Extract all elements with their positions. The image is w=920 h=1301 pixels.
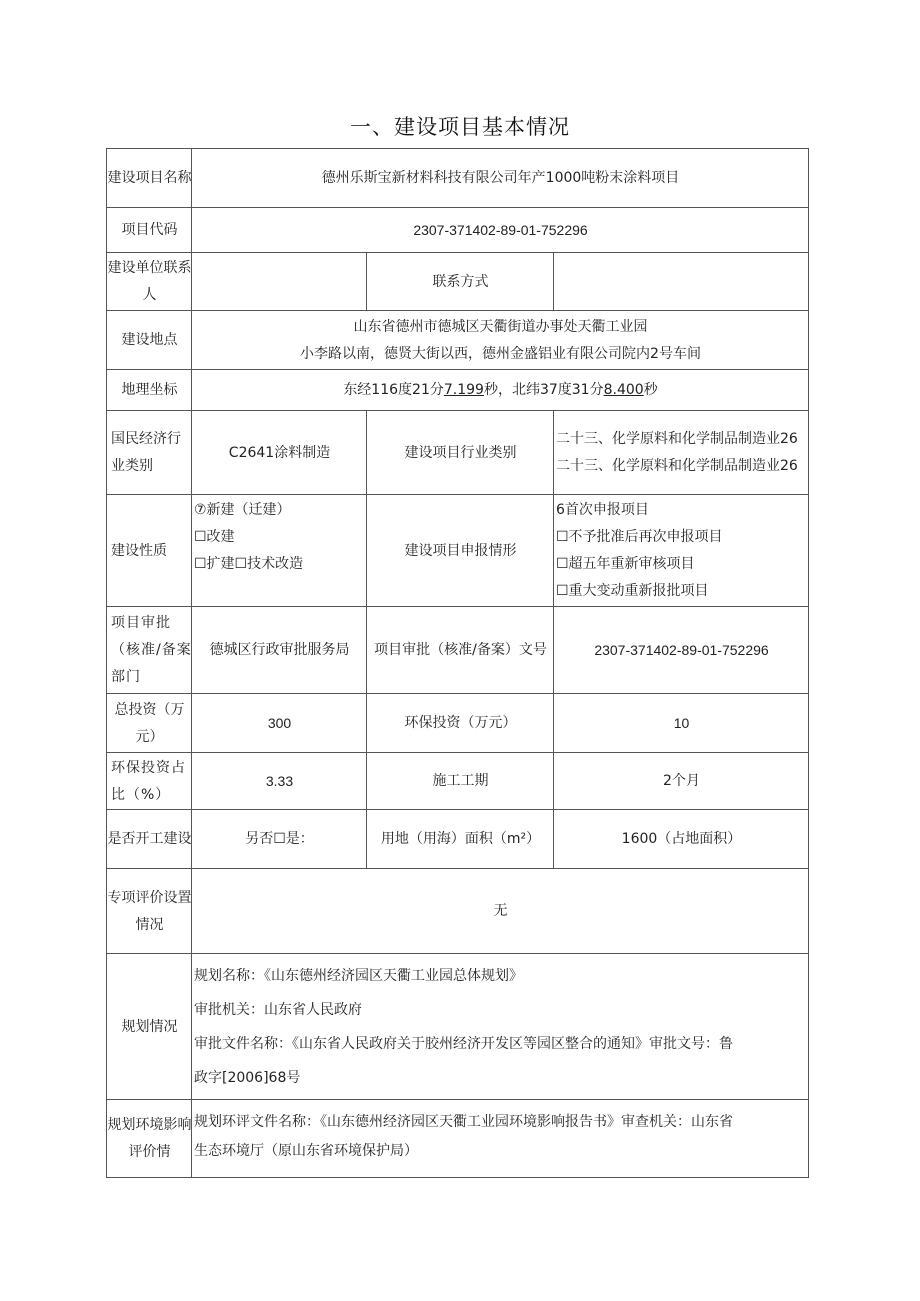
planning-line-3: 审批文件名称：《山东省人民政府关于胶州经济开发区等园区整合的通知》审批文号：鲁 bbox=[194, 1036, 733, 1052]
coordinates-part-1: 东经116度21分 bbox=[343, 382, 444, 398]
location-value-cell bbox=[191, 310, 809, 370]
nature-label: 建设性质 bbox=[111, 542, 167, 559]
location-line-1: 山东省德州市德城区天衢街道办事处天衢工业园 bbox=[353, 318, 648, 335]
industry-category-value-cell bbox=[553, 410, 809, 495]
planning-eia-line-2: 生态环境厅（原山东省环境保护局） bbox=[194, 1143, 418, 1159]
approval-doc-value-cell bbox=[553, 606, 809, 694]
table-border-bottom bbox=[106, 1177, 809, 1178]
contact-method-label: 联系方式 bbox=[432, 273, 489, 290]
coordinates-part-3: 秒 bbox=[643, 382, 658, 398]
approval-label: 项目审批（核准/备案部门 bbox=[111, 615, 192, 685]
location-line-2: 小李路以南，德贤大街以西，德州金盛铝业有限公司院内2号车间 bbox=[300, 345, 701, 362]
location-label: 建设地点 bbox=[121, 332, 178, 348]
approval-label-cell bbox=[106, 606, 192, 694]
approval-doc-value: 2307-371402-89-01-752296 bbox=[594, 642, 769, 658]
coordinates-value-cell bbox=[191, 369, 809, 411]
industry-value-cell bbox=[191, 410, 367, 495]
investment-label-cell bbox=[106, 693, 192, 753]
industry-value: C2641涂料制造 bbox=[228, 444, 331, 461]
project-name-value-cell bbox=[191, 148, 809, 208]
ratio-value: 3.33 bbox=[265, 773, 294, 789]
report-option-major-change[interactable]: ☐重大变动重新报批项目 bbox=[556, 583, 709, 599]
coordinates-seconds-2: 8.400 bbox=[603, 382, 644, 398]
report-label: 建设项目申报情形 bbox=[404, 542, 517, 559]
report-option-first[interactable]: 6首次申报项目 bbox=[556, 502, 649, 518]
planning-eia-line-1: 规划环评文件名称：《山东德州经济园区天衢工业园环境影响报告书》审查机关：山东省 bbox=[194, 1114, 733, 1130]
project-code-label-cell bbox=[106, 207, 192, 253]
planning-line-2: 审批机关：山东省人民政府 bbox=[194, 1002, 362, 1018]
special-label-cell bbox=[106, 868, 192, 954]
period-value-cell bbox=[553, 752, 809, 810]
special-value-cell bbox=[191, 868, 809, 954]
area-label-cell bbox=[366, 809, 554, 869]
area-value-cell bbox=[553, 809, 809, 869]
approval-doc-label: 项目审批（核准/备案）文号 bbox=[374, 642, 547, 658]
period-label-cell bbox=[366, 752, 554, 810]
env-investment-value: 10 bbox=[673, 715, 690, 731]
coordinates-value bbox=[192, 377, 809, 404]
table-border-right bbox=[808, 148, 809, 1178]
coordinates-label-cell bbox=[106, 369, 192, 411]
env-investment-value-cell bbox=[553, 693, 809, 753]
coordinates-part-2: 秒，北纬37度31分 bbox=[483, 382, 604, 398]
contact-method-value-cell bbox=[553, 252, 809, 311]
planning-eia-label-cell bbox=[106, 1099, 192, 1178]
nature-option-expand[interactable]: ☐扩建☐技术改造 bbox=[194, 556, 304, 572]
ratio-value-cell bbox=[191, 752, 367, 810]
approval-value: 德城区行政审批服务局 bbox=[209, 642, 350, 658]
started-label-cell bbox=[106, 809, 192, 869]
started-value[interactable]: 另否☐是： bbox=[245, 831, 314, 847]
project-code-value-cell bbox=[191, 207, 809, 253]
project-code-label: 项目代码 bbox=[121, 222, 178, 238]
industry-category-label: 建设项目行业类别 bbox=[404, 444, 517, 461]
nature-label-cell bbox=[106, 494, 192, 607]
industry-category-label-cell bbox=[366, 410, 554, 495]
contact-label-cell bbox=[106, 252, 192, 311]
planning-line-4: 政字[2006]68号 bbox=[194, 1070, 301, 1086]
area-label: 用地（用海）面积（m²） bbox=[380, 831, 541, 847]
project-name-label: 建设项目名称 bbox=[107, 170, 192, 186]
period-label: 施工工期 bbox=[432, 773, 489, 789]
industry-category-value: 二十三、化学原料和化学制品制造业26二十三、化学原料和化学制品制造业26 bbox=[556, 431, 798, 474]
special-label: 专项评价设置情况 bbox=[107, 889, 192, 933]
approval-value-cell bbox=[191, 606, 367, 694]
planning-eia-label: 规划环境影响评价情 bbox=[107, 1117, 192, 1160]
industry-label-cell bbox=[106, 410, 192, 495]
project-name-label-cell bbox=[106, 148, 192, 208]
started-label: 是否开工建设 bbox=[107, 831, 192, 847]
report-label-cell bbox=[366, 494, 554, 607]
approval-doc-label-cell bbox=[366, 606, 554, 694]
period-value: 2个月 bbox=[663, 773, 700, 789]
env-investment-label: 环保投资（万元） bbox=[404, 715, 517, 731]
page-title: 一、建设项目基本情况 bbox=[350, 115, 570, 139]
planning-value-cell bbox=[191, 953, 809, 1100]
contact-label: 建设单位联系人 bbox=[107, 260, 192, 303]
report-option-resubmit[interactable]: ☐不予批准后再次申报项目 bbox=[556, 529, 723, 545]
special-value: 无 bbox=[493, 903, 508, 919]
project-code-value: 2307-371402-89-01-752296 bbox=[413, 222, 588, 238]
report-options-cell bbox=[553, 494, 809, 607]
ratio-label-cell bbox=[106, 752, 192, 810]
area-value: 1600（占地面积） bbox=[621, 831, 742, 847]
started-value-cell bbox=[191, 809, 367, 869]
planning-eia-value-cell bbox=[191, 1099, 809, 1178]
planning-label-cell bbox=[106, 953, 192, 1100]
env-investment-label-cell bbox=[366, 693, 554, 753]
coordinates-label: 地理坐标 bbox=[121, 382, 178, 398]
investment-value: 300 bbox=[267, 715, 292, 731]
industry-label: 国民经济行业类别 bbox=[111, 431, 181, 474]
coordinates-seconds-1: 7.199 bbox=[443, 382, 484, 398]
nature-option-new[interactable]: ⑦新建（迁建） bbox=[194, 502, 291, 518]
report-option-reaudit[interactable]: ☐超五年重新审核项目 bbox=[556, 556, 695, 572]
nature-option-rebuild[interactable]: ☐改建 bbox=[194, 529, 235, 545]
project-name-value: 德州乐斯宝新材料科技有限公司年产1000吨粉末涂料项目 bbox=[321, 170, 680, 186]
nature-options-cell bbox=[191, 494, 367, 607]
ratio-label: 环保投资占比（%） bbox=[111, 759, 186, 803]
investment-label: 总投资（万元） bbox=[114, 701, 185, 745]
contact-method-label-cell bbox=[366, 252, 554, 311]
location-label-cell bbox=[106, 310, 192, 370]
planning-line-1: 规划名称：《山东德州经济园区天衢工业园总体规划》 bbox=[194, 968, 523, 984]
investment-value-cell bbox=[191, 693, 367, 753]
contact-value-cell bbox=[191, 252, 367, 311]
planning-label: 规划情况 bbox=[121, 1018, 178, 1035]
